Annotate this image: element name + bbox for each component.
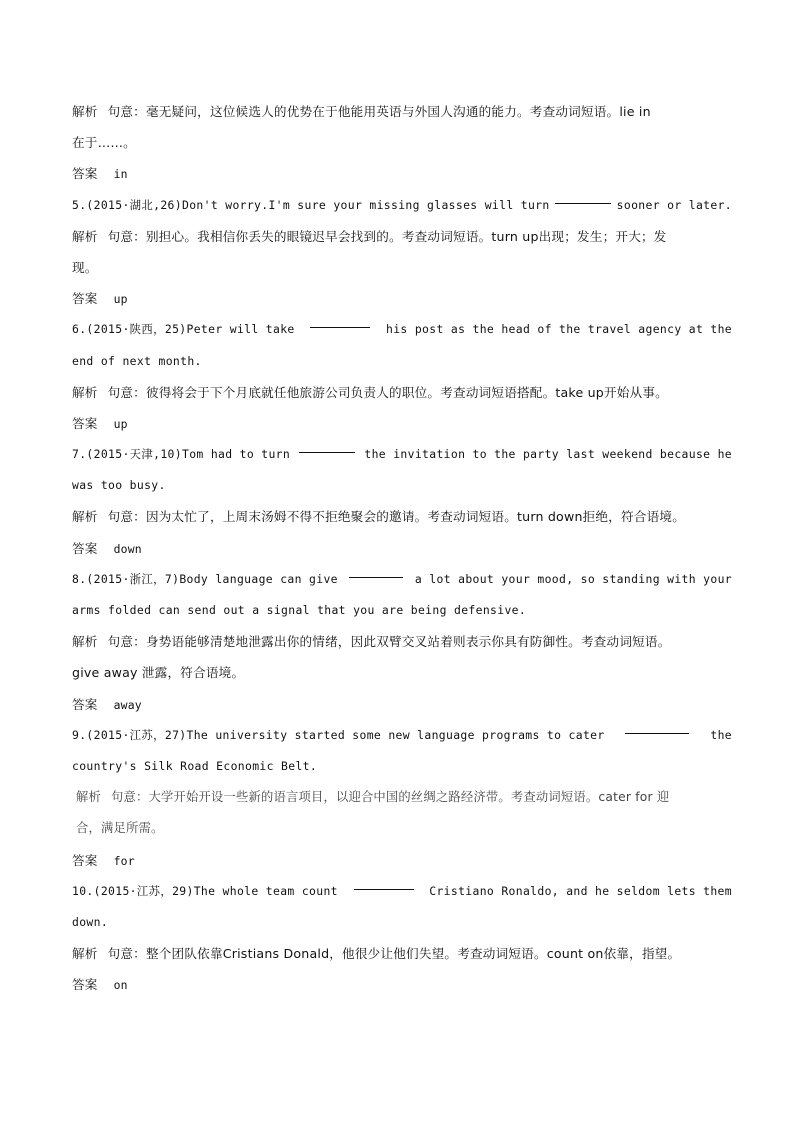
question-line: 6.(2015·陕西，25)Peter will take his post as the head of the travel agency at the — [72, 314, 732, 345]
question-number: 10.(2015·江苏，29) — [72, 883, 194, 898]
question-number: 8.(2015·浙江，7) — [72, 571, 180, 586]
question-line: arms folded can send out a signal that you are being defensive. — [72, 603, 527, 617]
answer-value: in — [113, 167, 128, 182]
answer-line — [72, 969, 732, 1000]
analysis-line: 解析 句意：大学开始开设一些新的语言项目，以迎合中国的丝绸之路经济带。考查动词短语。cater for 迎 — [76, 790, 670, 805]
question-line: country's Silk Road Economic Belt. — [72, 758, 318, 773]
analysis-label: 解析 — [76, 790, 101, 805]
analysis-label: 解析 — [72, 634, 98, 650]
analysis-label: 解析 — [72, 228, 98, 244]
answer-value: up — [113, 416, 128, 431]
answer-blank — [354, 876, 414, 890]
answer-label: 答案 — [72, 166, 98, 182]
answer-value: for — [113, 853, 135, 868]
question-line: 10.(2015·江苏，29)The whole team count Cristiano Ronaldo, and he seldom lets them — [72, 876, 732, 907]
question-line: 9.(2015·江苏，27)The university started some new language programs to cater the — [72, 720, 732, 751]
answer-blank — [299, 439, 355, 453]
analysis-line: 解析 句意：因为太忙了，上周末汤姆不得不拒绝聚会的邀请。考查动词短语。turn down拒绝，符合语境。 — [72, 509, 685, 525]
analysis-label: 解析 — [72, 384, 98, 400]
answer-line — [72, 283, 732, 314]
analysis-line: 解析 句意：彼得将会于下个月底就任他旅游公司负责人的职位。考查动词短语搭配。take up开始从事。 — [72, 384, 668, 400]
answer-line — [72, 408, 732, 439]
answer-value: on — [113, 978, 128, 993]
answer-blank — [625, 720, 689, 734]
answer-label: 答案 — [72, 696, 98, 712]
answer-blank — [555, 190, 611, 204]
analysis-line: 现。 — [72, 259, 98, 275]
answer-line — [72, 845, 732, 876]
document-page — [72, 96, 732, 1000]
answer-label: 答案 — [72, 540, 98, 556]
question-line: 5.(2015·湖北,26)Don't worry.I'm sure your missing glasses will turn sooner or later. — [72, 190, 732, 221]
question-number: 5.(2015·湖北,26) — [72, 197, 182, 212]
question-line: down. — [72, 914, 109, 929]
answer-line — [72, 158, 732, 189]
analysis-line: 在于……。 — [72, 135, 136, 151]
answer-line — [72, 689, 732, 720]
analysis-label: 解析 — [72, 104, 98, 119]
analysis-label: 解析 — [72, 946, 98, 962]
answer-value: away — [113, 697, 142, 712]
answer-value: up — [113, 292, 128, 307]
analysis-line: 解析 句意：身势语能够清楚地泄露出你的情绪，因此双臂交叉站着则表示你具有防御性。考查动词短语。 — [72, 634, 671, 650]
analysis-line: 解析 句意：整个团队依靠Cristians Donald，他很少让他们失望。考查动词短语。count on依靠，指望。 — [72, 946, 681, 962]
question-number: 9.(2015·江苏，27) — [72, 727, 187, 742]
analysis-label: 解析 — [72, 509, 98, 525]
answer-line — [72, 533, 732, 564]
analysis-line: 解析 句意：别担心。我相信你丢失的眼镜迟早会找到的。考查动词短语。turn up出现；发生；开大；发 — [72, 228, 667, 244]
analysis-line: 解析 句意：毫无疑问，这位候选人的优势在于他能用英语与外国人沟通的能力。考查动词短语。lie in — [72, 104, 651, 119]
answer-label: 答案 — [72, 852, 98, 868]
answer-value: down — [113, 541, 142, 556]
analysis-line: 合，满足所需。 — [76, 821, 164, 836]
question-number: 6.(2015·陕西，25) — [72, 322, 187, 337]
analysis-line: give away 泄露，符合语境。 — [72, 665, 245, 681]
question-number: 7.(2015·天津,10) — [72, 447, 182, 462]
question-line: 7.(2015·天津,10)Tom had to turn the invitation to the party last weekend because he — [72, 439, 732, 470]
question-line: 8.(2015·浙江，7)Body language can give a lot about your mood, so standing with your — [72, 564, 732, 595]
answer-label: 答案 — [72, 291, 98, 307]
question-line: was too busy. — [72, 478, 166, 493]
answer-label: 答案 — [72, 415, 98, 431]
answer-label: 答案 — [72, 977, 98, 993]
answer-blank — [310, 314, 370, 328]
answer-blank — [349, 564, 403, 578]
question-line: end of next month. — [72, 353, 202, 368]
